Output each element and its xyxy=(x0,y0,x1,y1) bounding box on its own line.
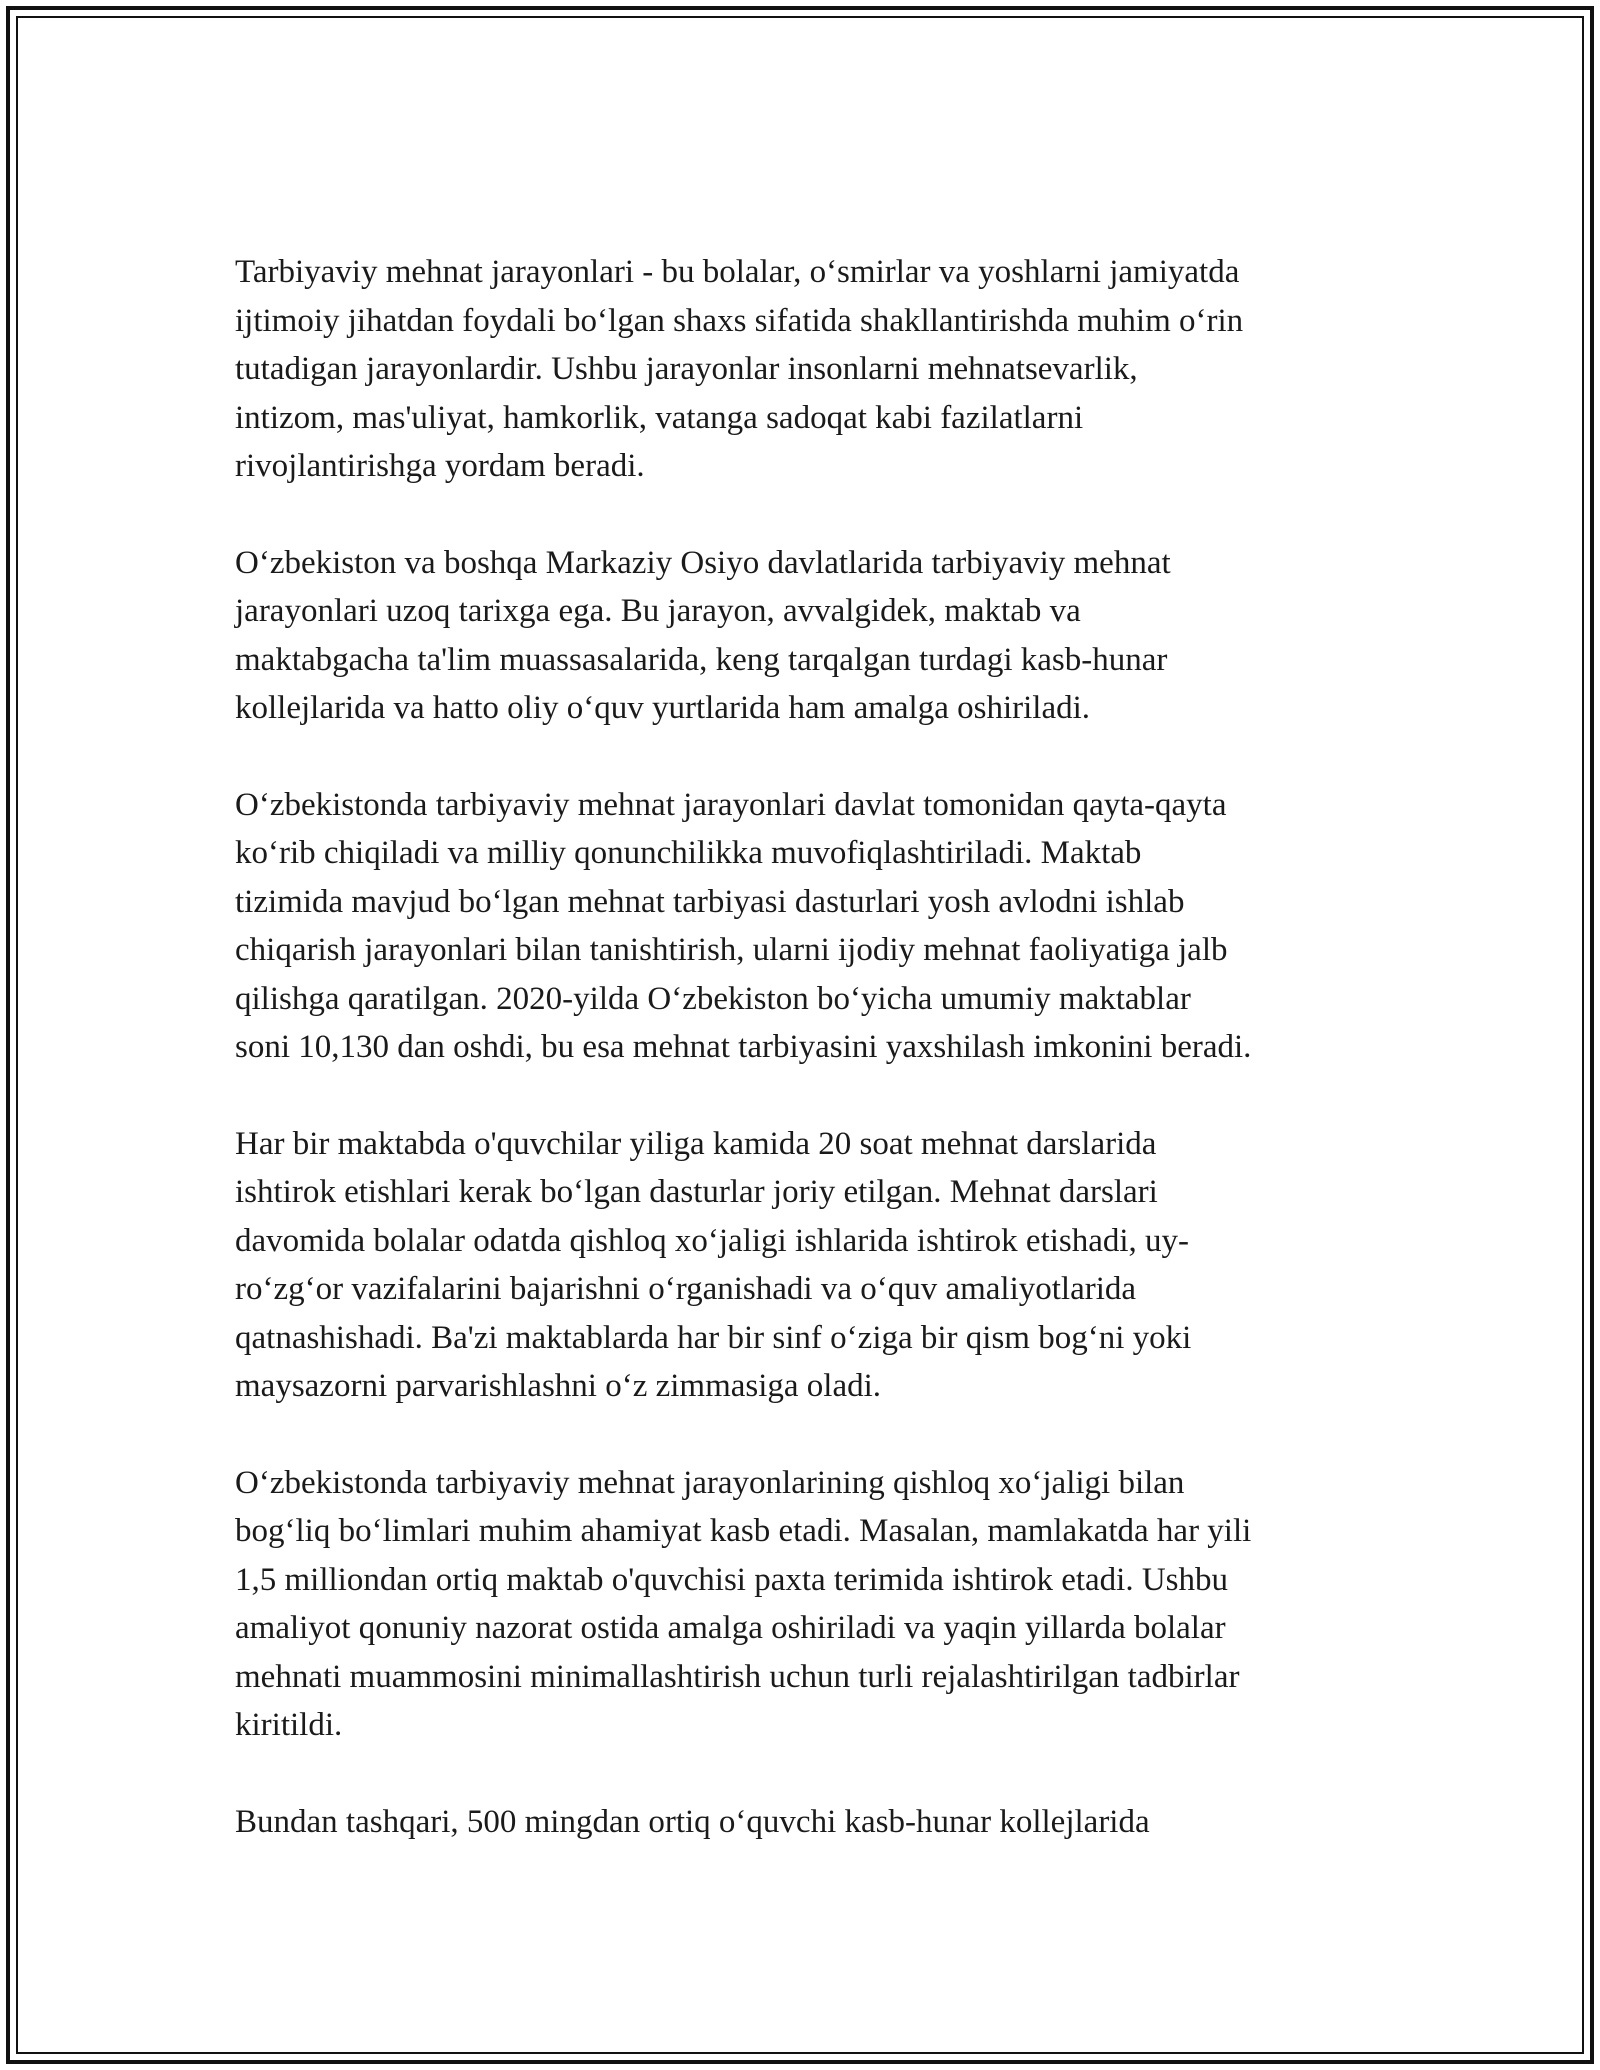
line: maysazorni parvarishlashni o‘z zimmasiga oladi. xyxy=(235,1368,882,1404)
paragraph-4 xyxy=(235,1120,1375,1411)
line: ko‘rib chiqiladi va milliy qonunchilikka muvofiqlashtiriladi. Maktab xyxy=(235,835,1142,871)
line: qatnashishadi. Ba'zi maktablarda har bir sinf o‘ziga bir qism bog‘ni yoki xyxy=(235,1319,1192,1356)
line: chiqarish jarayonlari bilan tanishtirish, ularni ijodiy mehnat faoliyatiga jalb xyxy=(235,932,1228,968)
line: maktabgacha ta'lim muassasalarida, keng tarqalgan turdagi kasb-hunar xyxy=(235,641,1168,678)
line: davomida bolalar odatda qishloq xo‘jaligi ishlarida ishtirok etishadi, uy- xyxy=(235,1222,1190,1259)
paragraph-5 xyxy=(235,1459,1375,1750)
paragraph-6 xyxy=(235,1798,1375,1847)
line: rivojlantirishga yordam beradi. xyxy=(235,448,645,484)
line: Bundan tashqari, 500 mingdan ortiq o‘quvchi kasb-hunar kollejlarida xyxy=(235,1803,1150,1840)
paragraph-1 xyxy=(235,248,1375,491)
line: Tarbiyaviy mehnat jarayonlari - bu bolalar, o‘smirlar va yoshlarni jamiyatda xyxy=(235,254,1240,290)
line: amaliyot qonuniy nazorat ostida amalga oshiriladi va yaqin yillarda bolalar xyxy=(235,1610,1226,1646)
document-body xyxy=(235,248,1375,1846)
line: ishtirok etishlari kerak bo‘lgan dasturlar joriy etilgan. Mehnat darslari xyxy=(235,1174,1158,1210)
line: O‘zbekiston va boshqa Markaziy Osiyo davlatlarida tarbiyaviy mehnat xyxy=(235,544,1171,581)
line: intizom, mas'uliyat, hamkorlik, vatanga sadoqat kabi fazilatlarni xyxy=(235,399,1084,436)
line: qilishga qaratilgan. 2020-yilda O‘zbekiston bo‘yicha umumiy maktablar xyxy=(235,980,1191,1017)
paragraph-2 xyxy=(235,539,1375,733)
paragraph-3 xyxy=(235,781,1375,1072)
line: soni 10,130 dan oshdi, bu esa mehnat tarbiyasini yaxshilash imkonini beradi. xyxy=(235,1029,1252,1065)
line: kiritildi. xyxy=(235,1707,343,1743)
line: tutadigan jarayonlardir. Ushbu jarayonlar insonlarni mehnatsevarlik, xyxy=(235,351,1138,387)
line: tizimida mavjud bo‘lgan mehnat tarbiyasi dasturlari yosh avlodni ishlab xyxy=(235,883,1185,920)
line: ro‘zg‘or vazifalarini bajarishni o‘rganishadi va o‘quv amaliyotlarida xyxy=(235,1271,1137,1307)
line: jarayonlari uzoq tarixga ega. Bu jarayon, avvalgidek, maktab va xyxy=(235,593,1081,629)
line: kollejlarida va hatto oliy o‘quv yurtlarida ham amalga oshiriladi. xyxy=(235,690,1091,726)
line: O‘zbekistonda tarbiyaviy mehnat jarayonlarining qishloq xo‘jaligi bilan xyxy=(235,1464,1185,1501)
line: Har bir maktabda o'quvchilar yiliga kamida 20 soat mehnat darslarida xyxy=(235,1125,1157,1162)
line: O‘zbekistonda tarbiyaviy mehnat jarayonlari davlat tomonidan qayta-qayta xyxy=(235,786,1227,823)
line: 1,5 milliondan ortiq maktab o'quvchisi paxta terimida ishtirok etadi. Ushbu xyxy=(235,1561,1229,1598)
line: bog‘liq bo‘limlari muhim ahamiyat kasb etadi. Masalan, mamlakatda har yili xyxy=(235,1513,1252,1549)
line: mehnati muammosini minimallashtirish uchun turli rejalashtirilgan tadbirlar xyxy=(235,1658,1240,1695)
line: ijtimoiy jihatdan foydali bo‘lgan shaxs sifatida shakllantirishda muhim o‘rin xyxy=(235,302,1244,339)
